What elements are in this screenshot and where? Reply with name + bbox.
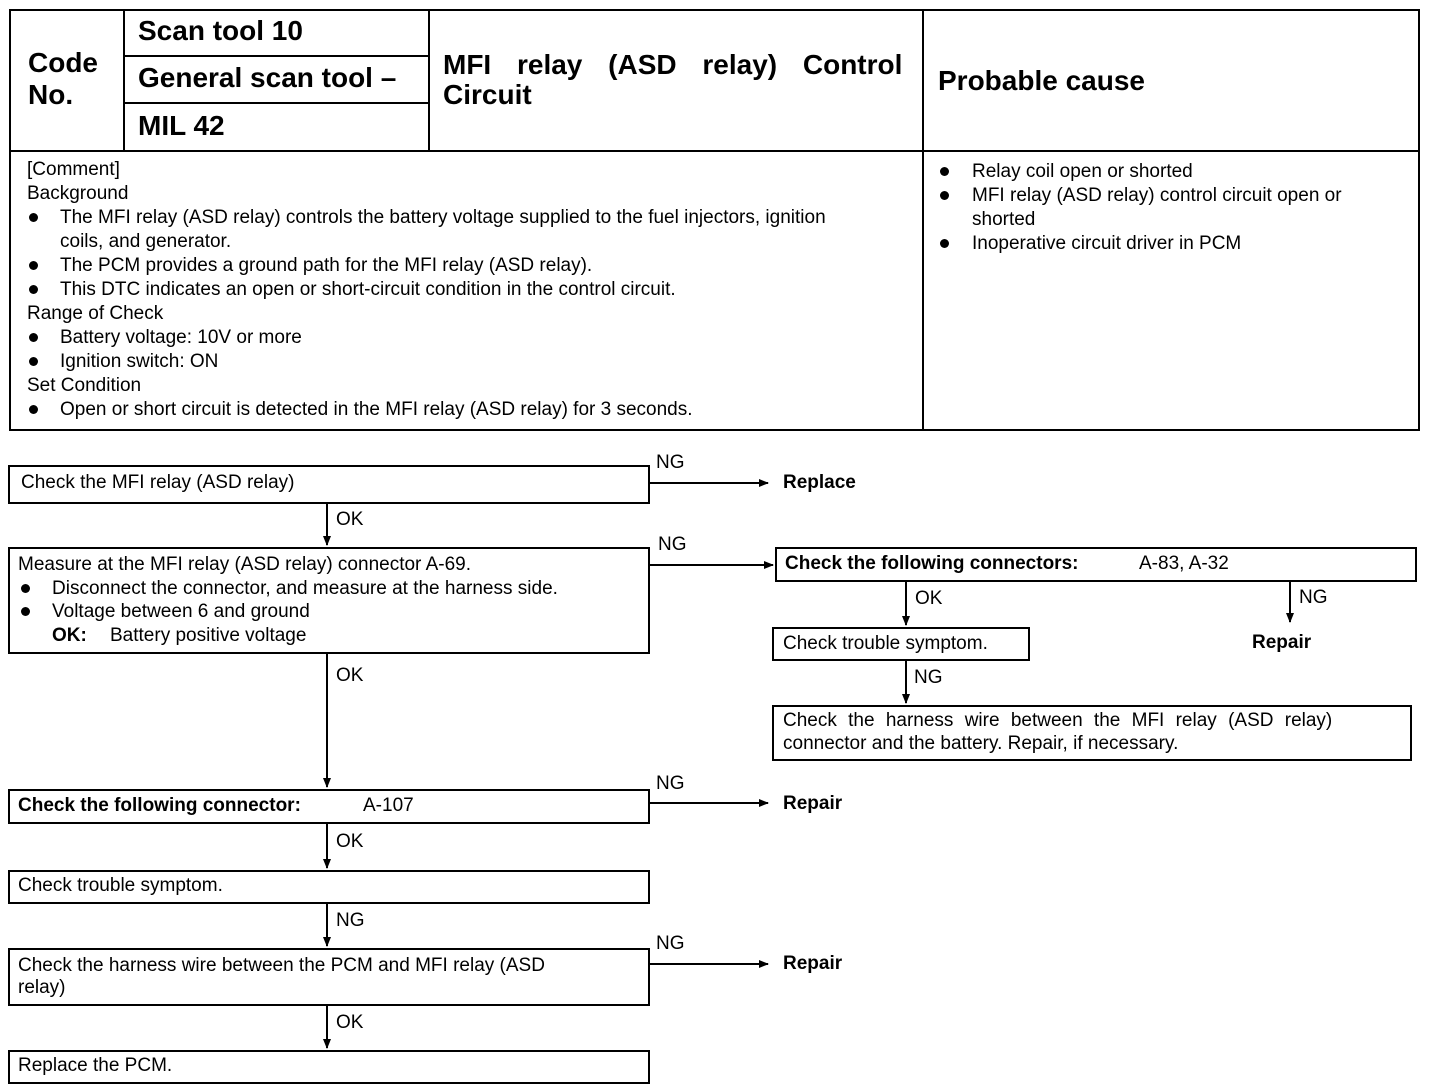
cause-item-2: MFI relay (ASD relay) control circuit open or — [972, 185, 1342, 206]
label-ok-step5: OK — [336, 1012, 364, 1033]
step-check-harness-battery-line2: connector and the battery. Repair, if necessary. — [783, 733, 1179, 754]
outcome-repair-right1: Repair — [1252, 632, 1312, 653]
label-ok-right1: OK — [915, 588, 943, 609]
comment-heading: [Comment] — [27, 159, 120, 180]
step-measure-line3: Voltage between 6 and ground — [52, 601, 310, 622]
general-scan-tool-label: General scan tool – — [138, 62, 397, 93]
bullet-icon — [21, 584, 30, 593]
range-item-1: Battery voltage: 10V or more — [60, 327, 302, 348]
background-item-3: This DTC indicates an open or short-circuit condition in the control circuit. — [60, 279, 676, 300]
set-heading: Set Condition — [27, 375, 142, 396]
label-ng-step4: NG — [336, 910, 365, 931]
step-check-connector-value: A-107 — [363, 795, 414, 816]
label-ng-right2: NG — [914, 667, 943, 688]
step-measure-line1: Measure at the MFI relay (ASD relay) connector A-69. — [18, 554, 472, 575]
label-ng-step5: NG — [656, 933, 685, 954]
background-item-1: The MFI relay (ASD relay) controls the battery voltage supplied to the fuel injectors, ignition — [60, 207, 826, 228]
step-replace-pcm-text: Replace the PCM. — [18, 1055, 173, 1076]
outcome-repair-step3: Repair — [783, 793, 843, 814]
step-measure-ok-label: OK: — [52, 625, 87, 646]
bullet-icon — [21, 607, 30, 616]
label-ng-step3: NG — [656, 773, 685, 794]
set-item-1: Open or short circuit is detected in the MFI relay (ASD relay) for 3 seconds. — [60, 399, 693, 420]
step-measure-line2: Disconnect the connector, and measure at the harness side. — [52, 578, 558, 599]
label-ng-step2: NG — [658, 534, 687, 555]
cause-item-1: Relay coil open or shorted — [972, 161, 1193, 182]
step-check-mfi-relay-text: Check the MFI relay (ASD relay) — [21, 472, 295, 493]
label-ok-step2: OK — [336, 665, 364, 686]
title-line1: MFI relay (ASD relay) Control — [443, 49, 903, 80]
step-check-connector-label: Check the following connector: — [18, 795, 301, 816]
cause-item-2-cont: shorted — [972, 209, 1036, 230]
background-item-2: The PCM provides a ground path for the MFI relay (ASD relay). — [60, 255, 593, 276]
range-item-2: Ignition switch: ON — [60, 351, 219, 372]
label-ng-step1: NG — [656, 452, 685, 473]
cause-item-3: Inoperative circuit driver in PCM — [972, 233, 1242, 254]
title-line2: Circuit — [443, 79, 532, 110]
step-right-check-trouble-symptom-text: Check trouble symptom. — [783, 633, 988, 654]
label-ok-step1: OK — [336, 509, 364, 530]
label-ng-right1: NG — [1299, 587, 1328, 608]
step-check-harness-line1: Check the harness wire between the PCM and MFI relay (ASD — [18, 955, 545, 976]
step-check-trouble-symptom-text: Check trouble symptom. — [18, 875, 223, 896]
step-check-harness-line2: relay) — [18, 977, 66, 998]
label-ok-step3: OK — [336, 831, 364, 852]
range-heading: Range of Check — [27, 303, 164, 324]
mil-label: MIL 42 — [138, 110, 225, 141]
step-check-connectors-value: A-83, A-32 — [1139, 553, 1229, 574]
scan-tool-label: Scan tool 10 — [138, 15, 303, 46]
background-heading: Background — [27, 183, 129, 204]
code-label-line1: Code — [28, 47, 98, 78]
code-label-line2: No. — [28, 79, 74, 110]
step-check-harness-battery-line1: Check the harness wire between the MFI relay (ASD relay) — [783, 710, 1333, 731]
probable-cause-heading: Probable cause — [938, 65, 1145, 96]
background-item-1-cont: coils, and generator. — [60, 231, 232, 252]
outcome-replace: Replace — [783, 472, 856, 493]
step-measure-ok-value: Battery positive voltage — [110, 625, 307, 646]
step-check-connectors-label: Check the following connectors: — [785, 553, 1079, 574]
outcome-repair-step5: Repair — [783, 953, 843, 974]
